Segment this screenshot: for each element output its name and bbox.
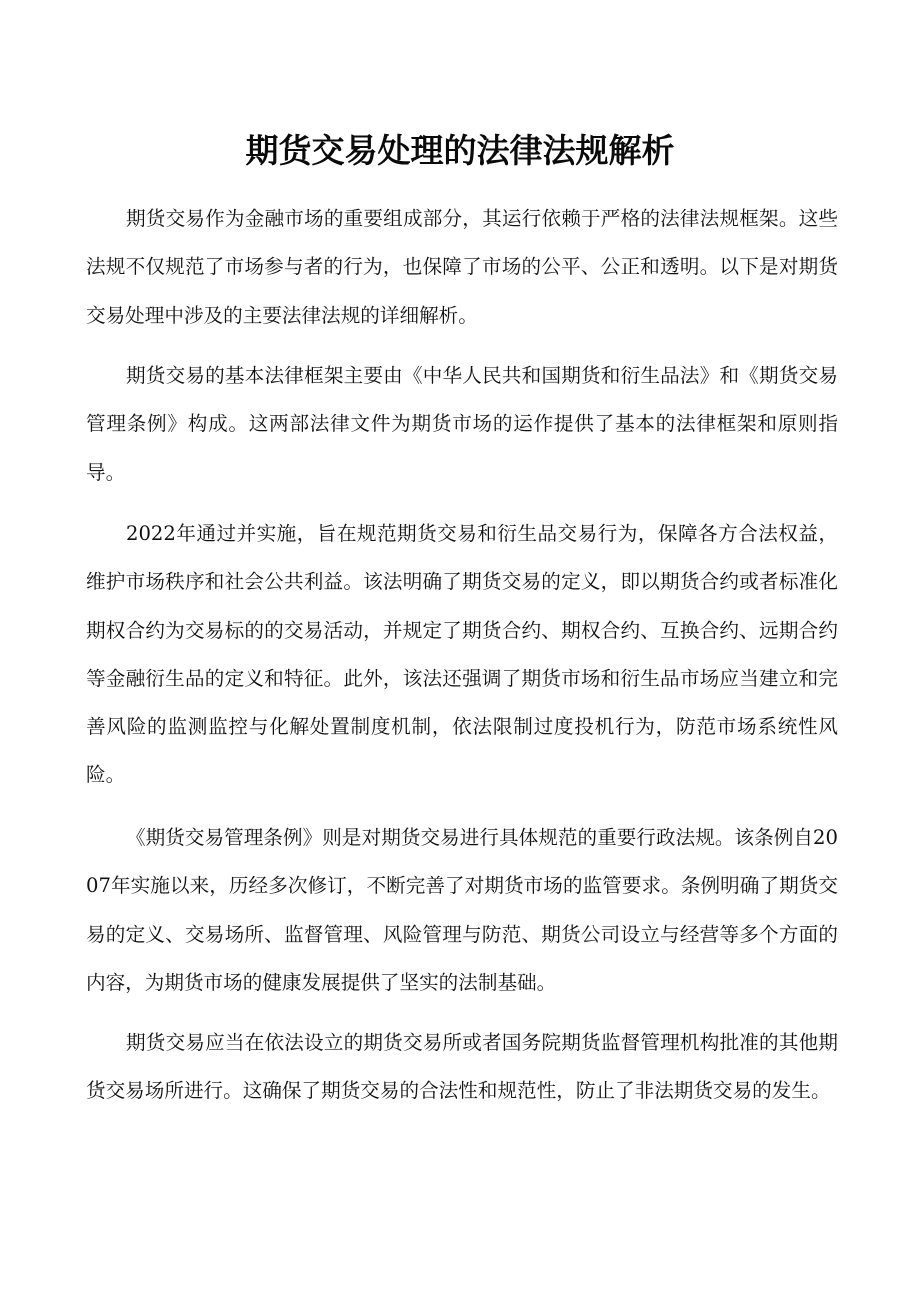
- paragraph-intro: 期货交易作为金融市场的重要组成部分，其运行依赖于严格的法律法规框架。这些法规不仅规范了市场参与者的行为，也保障了市场的公平、公正和透明。以下是对期货交易处理中涉及的主要法律法规的详细解析。: [86, 207, 838, 327]
- paragraph-trading-venue: 期货交易应当在依法设立的期货交易所或者国务院期货监督管理机构批准的其他期货交易场所进行。这确保了期货交易的合法性和规范性，防止了非法期货交易的发生。: [86, 1031, 838, 1103]
- document-title: 期货交易处理的法律法规解析: [245, 131, 675, 170]
- paragraph-futures-law: 2022年通过并实施，旨在规范期货交易和衍生品交易行为，保障各方合法权益，维护市场秩序和社会公共利益。该法明确了期货交易的定义，即以期货合约或者标准化期权合约为交易标的的交易活动，并规定了期货合约、期权合约、互换合约、远期合约等金融衍生品的定义和特征。此外，该法还强调了期货市场和衍生品市场应当建立和完善风险的监测监控与化解处置制度机制，依法限制过度投机行为，防范市场系统性风险。: [86, 522, 838, 787]
- paragraph-regulations: 《期货交易管理条例》则是对期货交易进行具体规范的重要行政法规。该条例自2007年实施以来，历经多次修订，不断完善了对期货市场的监管要求。条例明确了期货交易的定义、交易场所、监督管理、风险管理与防范、期货公司设立与经营等多个方面的内容，为期货市场的健康发展提供了坚实的法制基础。: [86, 826, 838, 994]
- paragraph-legal-framework: 期货交易的基本法律框架主要由《中华人民共和国期货和衍生品法》和《期货交易管理条例》构成。这两部法律文件为期货市场的运作提供了基本的法律框架和原则指导。: [86, 364, 838, 484]
